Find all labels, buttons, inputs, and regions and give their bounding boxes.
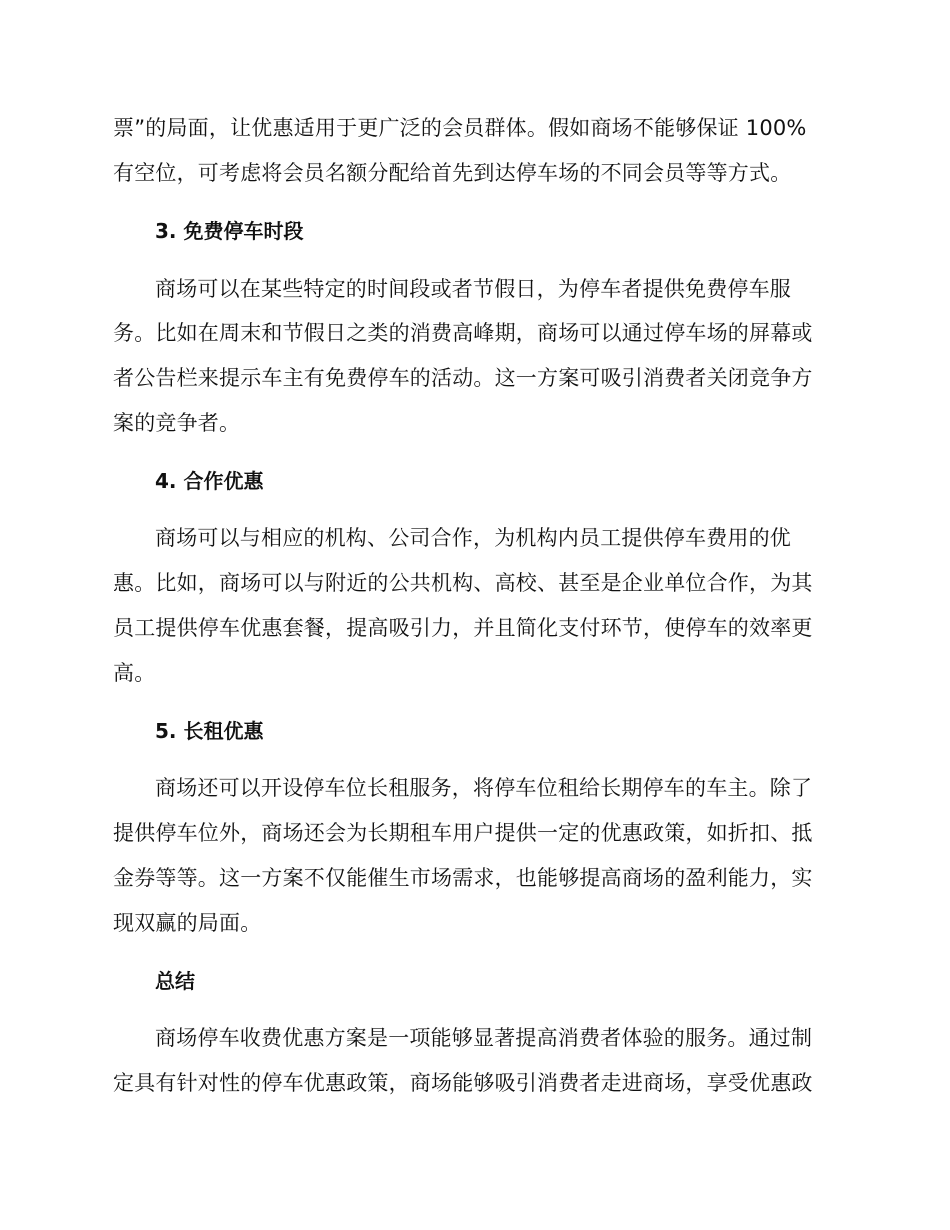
paragraph-line: 金券等等。这一方案不仅能催生市场需求，也能够提高商场的盈利能力，实 — [113, 866, 813, 890]
paragraph-line: 案的竞争者。 — [113, 411, 241, 435]
paragraph-line: 提供停车位外，商场还会为长期租车用户提供一定的优惠政策，如折扣、抵 — [113, 821, 813, 845]
paragraph-line: 高。 — [113, 661, 156, 685]
paragraph-line: 商场停车收费优惠方案是一项能够显著提高消费者体验的服务。通过制 — [155, 1026, 813, 1050]
paragraph-line: 惠。比如，商场可以与附近的公共机构、高校、甚至是企业单位合作，为其 — [113, 571, 813, 595]
paragraph-line: 票”的局面，让优惠适用于更广泛的会员群体。假如商场不能够保证 100% — [113, 116, 807, 140]
paragraph-line: 商场还可以开设停车位长租服务，将停车位租给长期停车的车主。除了 — [155, 776, 813, 800]
section-heading-long-term-rental: 5. 长租优惠 — [155, 719, 264, 743]
paragraph-line: 务。比如在周末和节假日之类的消费高峰期，商场可以通过停车场的屏幕或 — [113, 321, 813, 345]
paragraph-line: 员工提供停车优惠套餐，提高吸引力，并且简化支付环节，使停车的效率更 — [113, 616, 813, 640]
section-heading-free-parking: 3. 免费停车时段 — [155, 219, 304, 243]
section-heading-summary: 总结 — [155, 969, 195, 993]
paragraph-line: 定具有针对性的停车优惠政策，商场能够吸引消费者走进商场，享受优惠政 — [113, 1071, 813, 1095]
paragraph-line: 现双赢的局面。 — [113, 911, 262, 935]
section-heading-cooperation: 4. 合作优惠 — [155, 469, 264, 493]
paragraph-line: 者公告栏来提示车主有免费停车的活动。这一方案可吸引消费者关闭竞争方 — [113, 366, 813, 390]
paragraph-line: 商场可以与相应的机构、公司合作，为机构内员工提供停车费用的优 — [155, 526, 791, 550]
paragraph-line: 有空位，可考虑将会员名额分配给首先到达停车场的不同会员等等方式。 — [113, 161, 792, 185]
paragraph-line: 商场可以在某些特定的时间段或者节假日，为停车者提供免费停车服 — [155, 277, 791, 301]
